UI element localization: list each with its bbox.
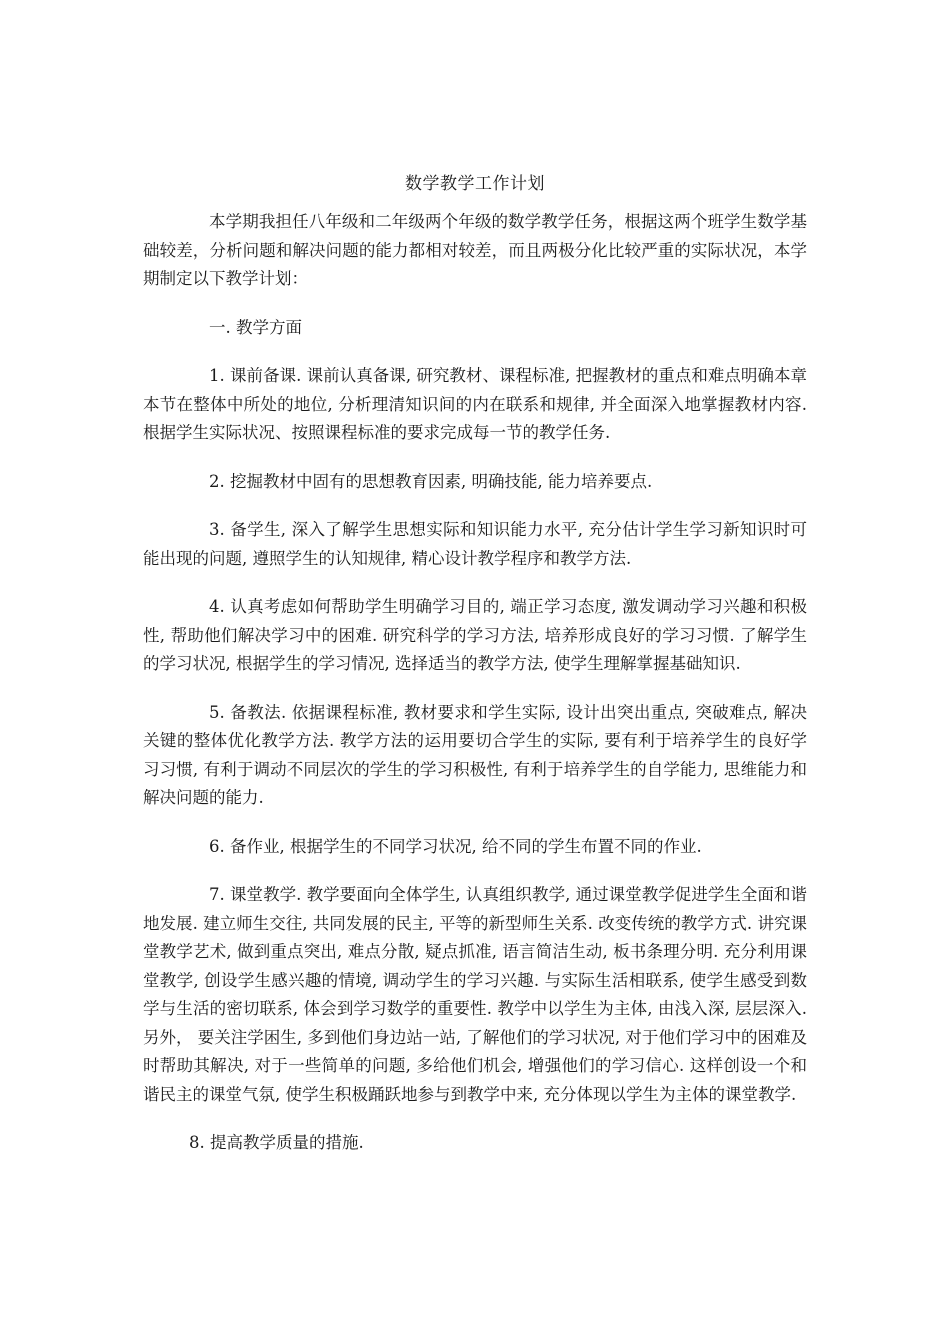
item-7-paragraph: 7. 课堂教学. 教学要面向全体学生, 认真组织教学, 通过课堂教学促进学生全面和谐地发展. 建立师生交往, 共同发展的民主, 平等的新型师生关系. 改变传统的教学方式. 讲究课堂教学艺术, 做到重点突出, 难点分散, 疑点抓准, 语言简洁生动, 板书条理分明. 充分利用课堂教学, 创设学生感兴趣的情境, 调动学生的学习兴趣. 与实际生活相联系, 使学生感受到数学与生活的密切联系, 体会到学习数学的重要性. 教学中以学生为主体, 由浅入深, 层层深入. 另外， 要关注学困生, 多到他们身边站一站, 了解他们的学习状况, 对于他们学习中的困难及时帮助其解决, 对于一些简单的问题, 多给他们机会, 增强他们的学习信心. 这样创设一个和谐民主的课堂气氛, 使学生积极踊跃地参与到教学中来, 充分体现以学生为主体的课堂教学. <box>143 885 807 1104</box>
item-1-paragraph: 1. 课前备课. 课前认真备课, 研究教材、课程标准, 把握教材的重点和难点明确本章本节在整体中所处的地位, 分析理清知识间的内在联系和规律, 并全面深入地掌握教材内容. 根据学生实际状况、按照课程标准的要求完成每一节的教学任务. <box>143 366 807 442</box>
item-8-paragraph: 8. 提高教学质量的措施. <box>189 1133 364 1152</box>
item-5-paragraph: 5. 备教法. 依据课程标准, 教材要求和学生实际, 设计出突出重点, 突破难点, 解决关键的整体优化教学方法. 教学方法的运用要切合学生的实际, 要有利于培养学生的良好学习习惯, 有利于调动不同层次的学生的学习积极性, 有利于培养学生的自学能力, 思维能力和解决问题的能力. <box>143 702 807 807</box>
item-6-paragraph: 6. 备作业, 根据学生的不同学习状况, 给不同的学生布置不同的作业. <box>209 836 702 856</box>
section-heading-teaching: 一. 教学方面 <box>209 317 302 337</box>
document-body <box>143 170 807 1178</box>
document-title: 数学教学工作计划 <box>405 174 545 194</box>
item-4-paragraph: 4. 认真考虑如何帮助学生明确学习目的, 端正学习态度, 激发调动学习兴趣和积极性, 帮助他们解决学习中的困难. 研究科学的学习方法, 培养形成良好的学习习惯. 了解学生的学习状况, 根据学生的学习情况, 选择适当的教学方法, 使学生理解掌握基础知识. <box>143 597 807 673</box>
intro-paragraph: 本学期我担任八年级和二年级两个年级的数学教学任务，根据这两个班学生数学基础较差，分析问题和解决问题的能力都相对较差，而且两极分化比较严重的实际状况，本学期制定以下教学计划： <box>143 212 807 288</box>
item-2-paragraph: 2. 挖掘教材中固有的思想教育因素, 明确技能, 能力培养要点. <box>209 471 653 491</box>
item-3-paragraph: 3. 备学生, 深入了解学生思想实际和知识能力水平, 充分估计学生学习新知识时可能出现的问题, 遵照学生的认知规律, 精心设计教学程序和教学方法. <box>143 520 807 568</box>
